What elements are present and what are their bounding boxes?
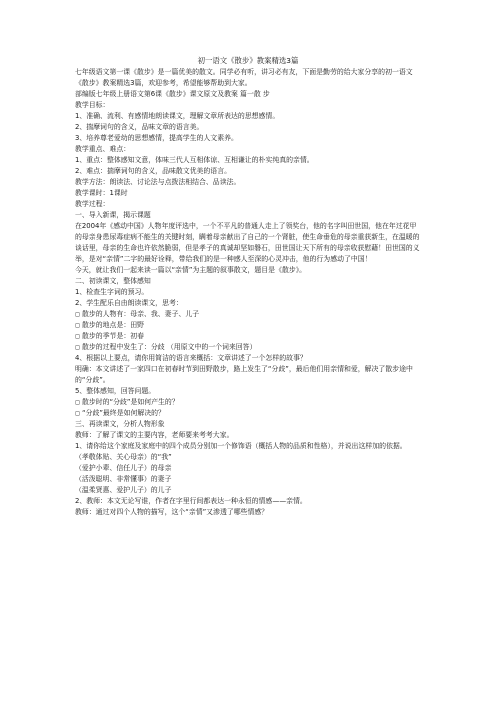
text-line [75, 177, 421, 188]
line-text: 散步的过程中发生了：分歧 （用原文中的一个词来回答） [82, 343, 257, 351]
line-text: 2、学生配乐自由朗读课文，思考： [75, 299, 183, 307]
text-line [75, 397, 421, 408]
line-text: 七年级语文第一课《散步》是一篇优美的散文。同学必有听，讲习必有友，下面是勤劳的给大家分享的初一语文《散步》教案精选3篇，欢迎参考，希望能够帮助到大家。 [75, 68, 413, 87]
line-text: 教学课时：1课时 [75, 189, 128, 197]
line-text: 教师：通过对四个人物的描写，这个“亲情”又渗透了哪些情感？ [75, 508, 269, 516]
text-line [75, 507, 421, 518]
text-line [75, 331, 421, 342]
text-line [75, 419, 421, 430]
line-text: 教学目标： [75, 101, 110, 109]
text-line [75, 122, 421, 133]
line-text: 散步时的“分歧”是如何产生的？ [82, 398, 179, 406]
document-title: 初一语文《散步》教案精选3篇 [197, 56, 299, 65]
line-text: 散步的地点是：田野 [82, 321, 145, 329]
line-text: 2、教师：本文无论写谁，作者在字里行间都表达一种永恒的情感——亲情。 [75, 497, 307, 505]
text-line [75, 100, 421, 111]
text-line [75, 430, 421, 441]
line-text: （孝敬体贴、关心母亲）的“我” [75, 453, 172, 461]
line-text: 一、导入新课，揭示课题 [75, 211, 151, 219]
line-text: 5、整体感知，回答问题。 [75, 387, 156, 395]
text-line [75, 474, 421, 485]
text-line [75, 452, 421, 463]
text-line [75, 386, 421, 397]
text-line [75, 199, 421, 210]
line-text: 教学重点、难点： [75, 145, 131, 153]
text-line [75, 320, 421, 331]
text-line [75, 166, 421, 177]
line-text: 二、初读课文，整体感知 [75, 277, 151, 285]
line-text: 散步的季节是：初春 [82, 332, 145, 340]
text-line [75, 155, 421, 166]
document-body [75, 55, 421, 518]
text-line [75, 111, 421, 122]
line-text: （爱护小辈、信任儿子）的母亲 [75, 464, 172, 472]
checkbox-bullet-icon: ◻ [75, 322, 80, 329]
line-text: 4、根据以上要点，请你用简洁的语言来概括：文章讲述了一个怎样的故事？ [75, 354, 307, 362]
text-line [75, 265, 421, 276]
text-line [75, 342, 421, 353]
line-text: 教学过程： [75, 200, 110, 208]
line-text: 1、请你给这个家庭及家庭中的四个成员分别加一个修饰语（概括人物的品质和性格），并说出这样加的依据。 [75, 442, 407, 450]
text-line [75, 287, 421, 298]
checkbox-bullet-icon: ◻ [75, 344, 80, 351]
checkbox-bullet-icon: ◻ [75, 399, 80, 406]
line-text: 1、检查生字词的预习。 [75, 288, 149, 296]
line-text: 部编版七年级上册语文第6课《散步》课文原文及教案 篇一散 步 [75, 90, 270, 98]
line-text: 教学方法：朗读法、讨论法与点拨法相结合、品读法。 [75, 178, 241, 186]
line-text: “分歧”最终是如何解决的？ [82, 409, 165, 417]
text-line [75, 210, 421, 221]
line-text: 散步的人物有：母亲、我、妻子、儿子 [82, 310, 200, 318]
text-line [75, 353, 421, 364]
line-text: 三、再读课文，分析人物形象 [75, 420, 165, 428]
line-text: 2、揣摩词句的含义，品味文章的语言美。 [75, 123, 204, 131]
text-line [75, 188, 421, 199]
line-text: （活泼聪明、非常懂事）的妻子 [75, 475, 172, 483]
checkbox-bullet-icon: ◻ [75, 333, 80, 340]
text-line [75, 485, 421, 496]
text-line [75, 408, 421, 419]
line-text: 今天，就让我们一起来读一篇以“亲情”为主题的叙事散文，题目是《散步》。 [75, 266, 307, 274]
line-text: 明确：本文讲述了一家四口在初春时节到田野散步，路上发生了“分歧”，最后他们用亲情和爱，解决了散步途中的“分歧”。 [75, 365, 413, 384]
text-line [75, 276, 421, 287]
checkbox-bullet-icon: ◻ [75, 311, 80, 318]
line-text: 教师：了解了课文的主要内容，老师要来考考大家。 [75, 431, 234, 439]
text-line [75, 441, 421, 452]
line-text: （温柔贤惠、爱护儿子）的儿子 [75, 486, 172, 494]
text-line [75, 144, 421, 155]
line-text: 在2004年《感动中国》人物年度评选中，一个不平凡的普通人走上了领奖台，他的名字叫田世国，他在年过花甲的母亲身患尿毒症病不能生的关键时刻，瞒着母亲献出了自己的一个肾脏，使生命垂危的母亲重获新生，在温暖的谈话里，母亲的生命也许依然脆弱，但是孝子的真诚却坚如磐石，田世国让天下所有的母亲收获慰藉！田世国的义举，是对“亲情”二字的最好诠释，带给我们的是一种感人至深的心灵冲击，他的行为感动了中国！ [75, 222, 420, 263]
text-line [75, 89, 421, 100]
checkbox-bullet-icon: ◻ [75, 410, 80, 417]
line-text: 2、难点：揣摩词句的含义，品味散文优美的语言。 [75, 167, 231, 175]
text-line [75, 364, 421, 386]
line-text: 1、准确、流利、有感情地朗读课文，理解文章所表达的思想感情。 [75, 112, 280, 120]
text-line [75, 496, 421, 507]
text-line [75, 309, 421, 320]
text-line [75, 221, 421, 265]
text-line [75, 463, 421, 474]
document-lines [75, 67, 421, 518]
text-line [75, 133, 421, 144]
line-text: 3、培养尊老爱幼的思想感情，提高学生的人文素养。 [75, 134, 238, 142]
text-line [75, 298, 421, 309]
text-line [75, 67, 421, 89]
line-text: 1、重点：整体感知文意，体味三代人互相体谅、互相谦让的朴实纯真的亲情。 [75, 156, 314, 164]
